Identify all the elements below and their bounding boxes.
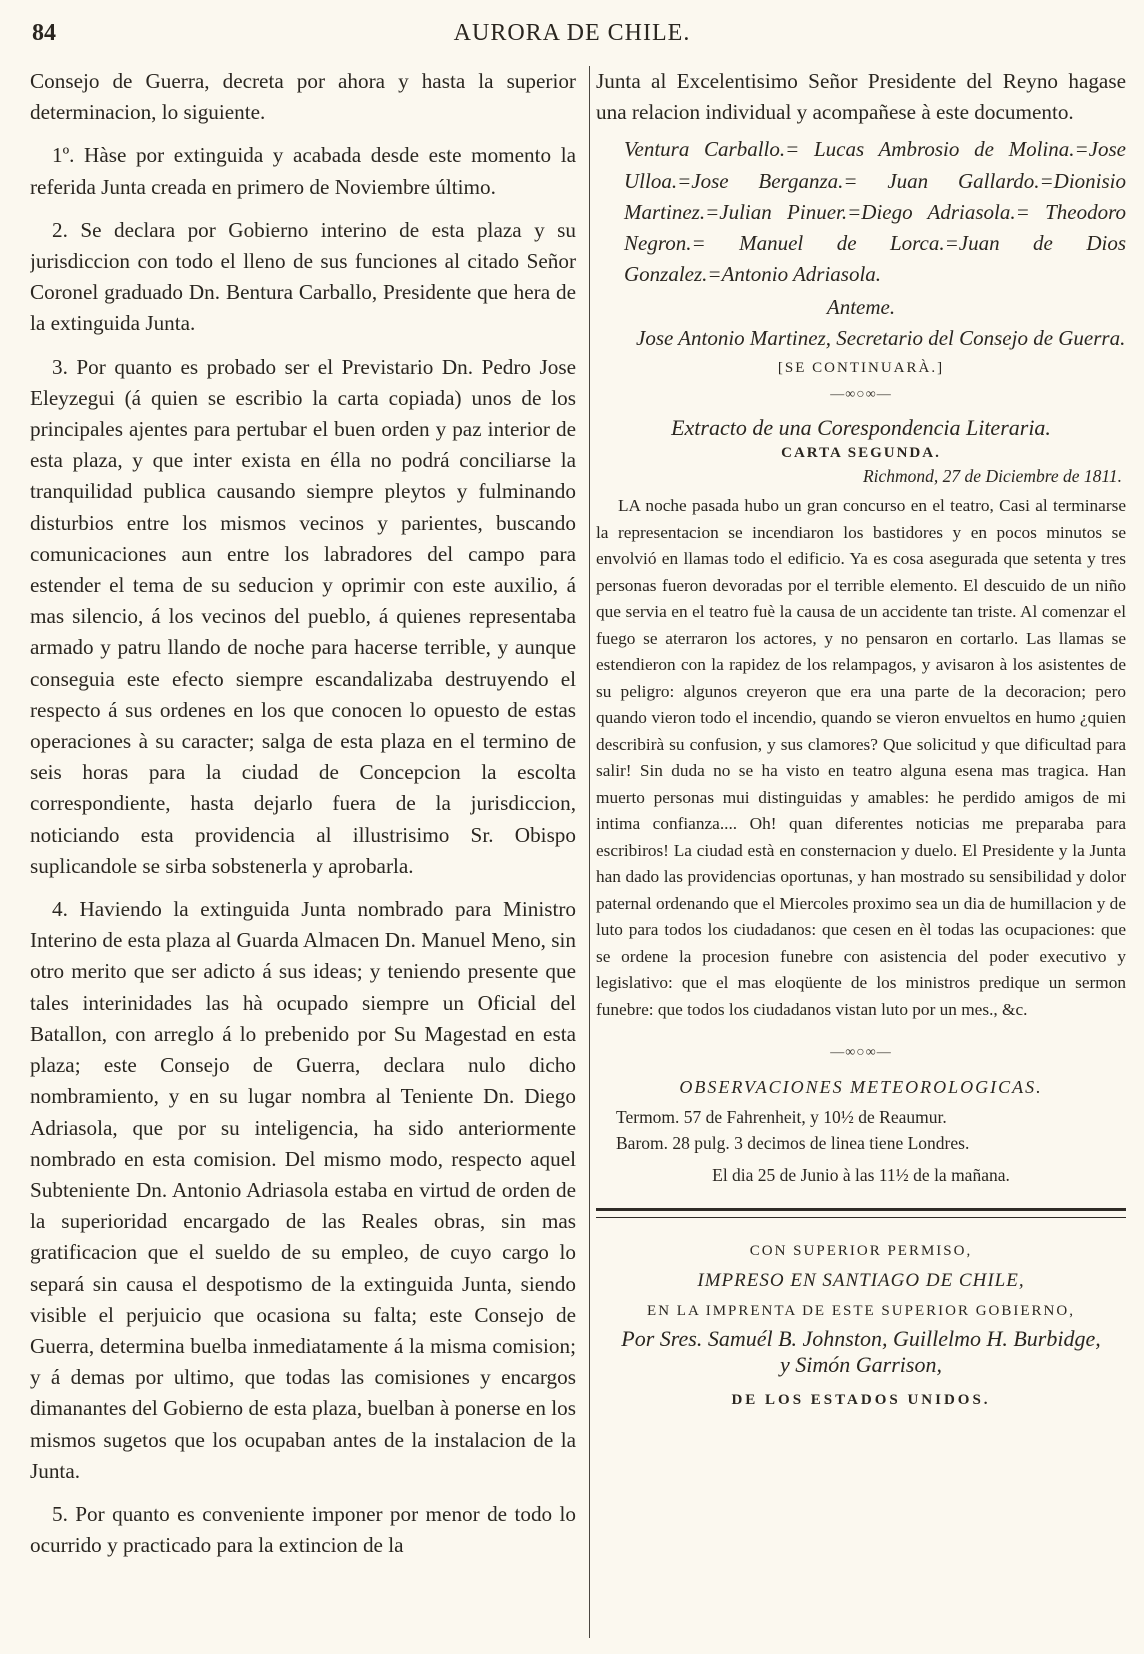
page-number: 84 [32,20,56,46]
observacion-date: El dia 25 de Junio à las 11½ de la mañana. [712,1165,1010,1186]
imprint [596,1236,1126,1409]
signatures: Ventura Carballo.= Lucas Ambrosio de Molina.=Jose Ulloa.=Jose Berganza.= Juan Gallardo.=Dionisio Martinez.=Julian Pinuer.=Diego Adriasola.= Theodoro Negron.= Manuel de Lorca.=Juan de Dios Gonzalez.=Antonio Adriasola. [624,137,1126,287]
anteme: Anteme. [826,295,896,320]
letter-dateline: Richmond, 27 de Diciembre de 1811. [862,466,1122,487]
imprint-impreso: IMPRESO EN SANTIAGO DE CHILE, [697,1270,1025,1292]
imprint-printers-2: y Simón Garrison, [780,1352,942,1378]
masthead-title: AURORA DE CHILE. [453,20,691,46]
extracto-title: Extracto de una Corespondencia Literaria. [671,415,1051,441]
article-3: 3. Por quanto es probado ser el Previstario Dn. Pedro Jose Eleyzegui (á quien se escribio la carta copiada) unos de los principales ajentes para pertubar el buen orden y paz interior de esta plaza, y que inter exista en élla no podrá conciliarse la tranquilidad publica causando siempre pleytos y fulminando disturbios entre los mismos vecinos y parientes, buscando comunicaciones aun entre los labradores del campo para estender el tema de su seducion y oprimir con este auxilio, á mas silencio, á los vecinos del pueblo, á quienes representaba armado y patru llando de noche para hacerse terrible, y aunque conseguia este efecto siempre escandalizaba destruyendo el respecto á sus ordenes en los que conocen lo opuesto de estas operaciones à su caracter; salga de esta plaza en el termino de seis horas para la ciudad de Concepcion la escolta correspondiente, hasta dejarlo fuera de la jurisdiccion, noticiando esta providencia al illustrisimo Sr. Obispo suplicandole se sirba sobstenerla y aprobarla. [30,354,576,878]
double-rule [596,1208,1126,1218]
letter-body: LA noche pasada hubo un gran concurso en el teatro, Casi al terminarse la representacion se incendiaron los bastidores y en pocos minutos se envolvió en llamas todo el edificio. Ya es cosa asegurada que setenta y tres personas fueron devoradas por el terrible elemento. El descuido de un niño que servia en el teatro fuè la causa de un accidente tan triste. Al comenzar el fuego se aterraron los actores, y no pensaron en cortarlo. Las llamas se estendieron con la rapidez de los relampagos, y avisaron à los asistentes de su peligro: algunos creyeron que era una parte de la decoracion; pero quando vieron todo el incendio, quando se vieron envueltos en humo ¿quien describirà su confusion, y sus clamores? Que solicitud y que dificultad para salir! Sin duda no se ha visto en teatro alguna esena mas tragica. Han muerto personas mui distinguidas y amables: he perdido amigos de mi intima confianza.... Oh! quan diferentes noticias me preparaba para escribiros! La ciudad està en consternacion y duelo. El Presidente y la Junta han dado las providencias oportunas, y han mostrado su sensibilidad y dolor paternal ordenando que el Miercoles proximo sea un dia de humillacion y de luto para todos los ciudadanos: que cesen en èl todas las ocupaciones: que se ordene la procesion funebre con asistencia del poder executivo y legislativo: que el mas eloqüente de los ministros predique un sermon funebre: que todos los ciudadanos vistan luto por un mes., &c. [596,496,1126,1019]
page-header [0,18,1144,58]
observaciones-title: OBSERVACIONES METEOROLOGICAS. [679,1077,1043,1098]
ornament-divider-2: —∞○∞— [830,1045,892,1061]
imprint-imprenta: EN LA IMPRENTA DE ESTE SUPERIOR GOBIERNO, [647,1303,1075,1320]
right-column [596,66,1126,1646]
termometro-line: Termom. 57 de Fahrenheit, y 10½ de Reaumur. [616,1107,947,1128]
imprint-printers: Por Sres. Samuél B. Johnston, Guillelmo H. Burbidge, [621,1326,1101,1352]
imprint-origin: DE LOS ESTADOS UNIDOS. [731,1392,991,1409]
column-divider [589,66,590,1638]
paragraph-intro: Consejo de Guerra, decreta por ahora y hasta la superior determinacion, lo siguiente. [30,69,576,125]
article-5: 5. Por quanto es conveniente imponer por menor de todo lo ocurrido y practicado para la extincion de la [30,1501,576,1558]
article-4: 4. Haviendo la extinguida Junta nombrado para Ministro Interino de esta plaza al Guarda Almacen Dn. Manuel Meno, sin otro merito que ser adicto á sus ideas; y teniendo presente que tales interinidades las hà ocupado siempre un Oficial del Batallon, con arreglo á lo prebenido por Su Magestad en esta plaza; este Consejo de Guerra, declara nulo dicho nombramiento, y en su lugar nombra al Teniente Dn. Diego Adriasola, que por su inteligencia, ha sido anteriormente nombrado en esta comision. Del mismo modo, respecto aquel Subteniente Dn. Antonio Adriasola estaba en virtud de orden de la superioridad encargado de las Reales obras, sin mas gratificacion que el sueldo de su empleo, de cuyo cargo lo separá sin causa el despotismo de la extinguida Junta, siendo visible el perjuicio que ocasiona su falta; este Consejo de Guerra, determina buelba inmediatamente á la misma comision; y á demas por ultimo, que todas las comisiones y encargos dimanantes del Gobierno de esta plaza, buelban à ponerse en los mismos sugetos que los ocupaban antes de la instalacion de la Junta. [30,897,576,1483]
imprint-permiso: CON SUPERIOR PERMISO, [749,1243,973,1260]
article-2: 2. Se declara por Gobierno interino de esta plaza y su jurisdiccion con todo el lleno de sus funciones al citado Señor Coronel graduado Dn. Bentura Carballo, Presidente que hera de la extinguida Junta. [30,217,576,336]
carta-heading: CARTA SEGUNDA. [781,445,941,462]
continuara-note: [SE CONTINUARÀ.] [777,360,945,377]
ornament-divider: —∞○∞— [830,387,892,403]
article-5-continuation: Junta al Excelentisimo Señor Presidente del Reyno hagase una relacion individual y acompañese à este documento. [596,69,1126,125]
secretary-signature: Jose Antonio Martinez, Secretario del Consejo de Guerra. [636,326,1126,351]
left-column [30,66,576,1641]
barometro-line: Barom. 28 pulg. 3 decimos de linea tiene Londres. [616,1133,970,1154]
article-1: 1º. Hàse por extinguida y acabada desde este momento la referida Junta creada en primero de Noviembre último. [30,143,576,199]
